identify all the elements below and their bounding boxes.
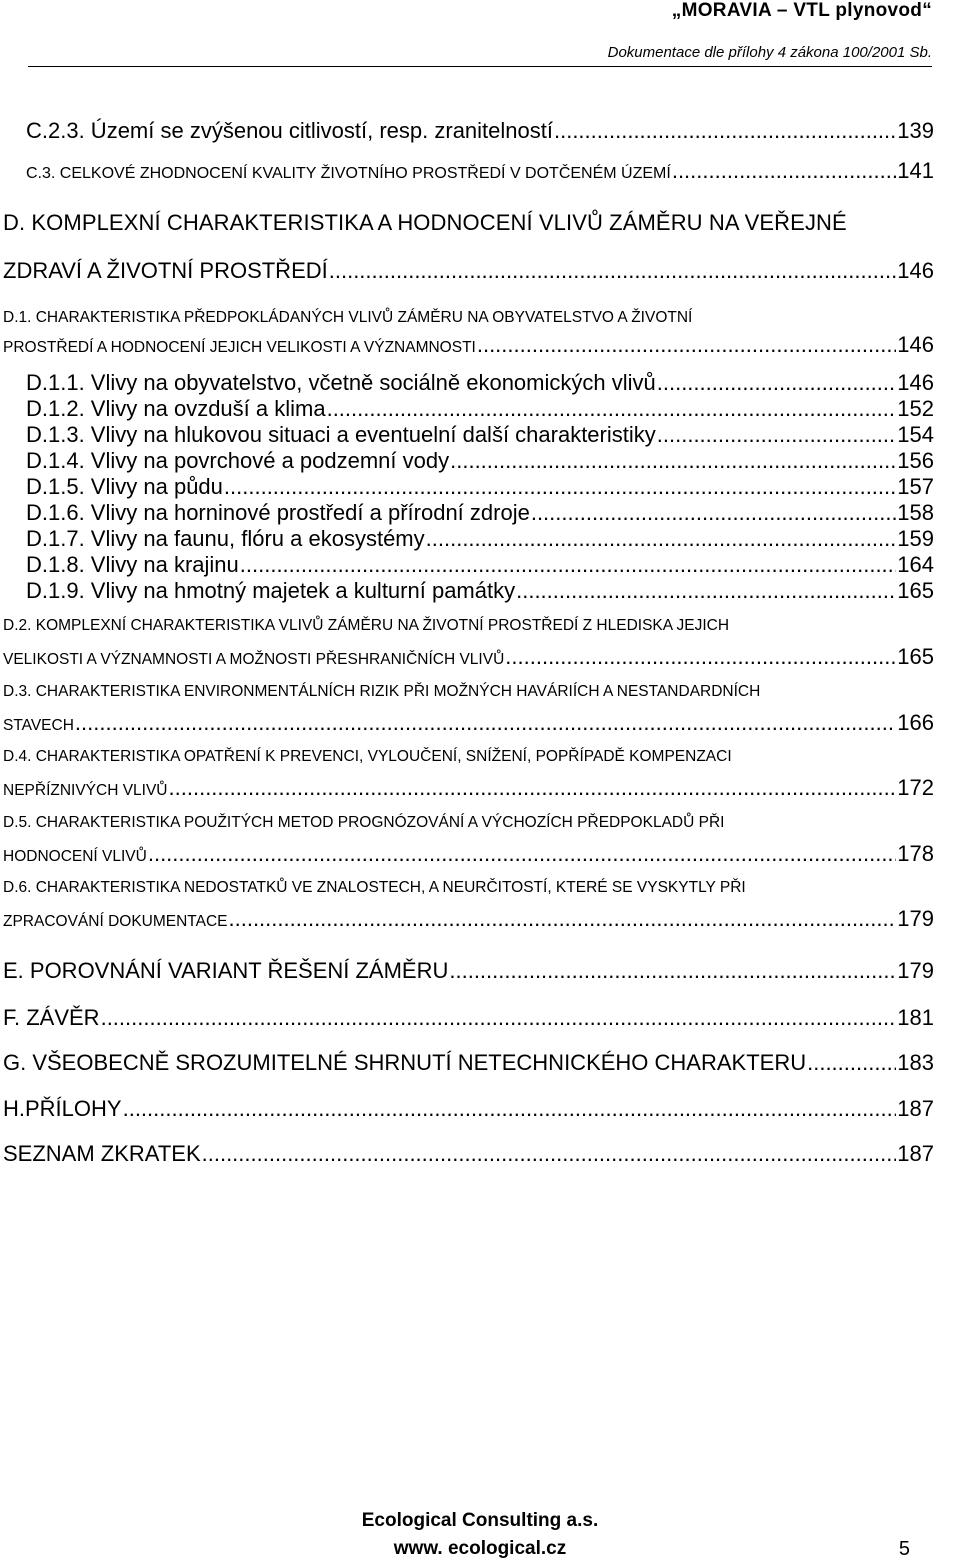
toc-entry-title: D.1.5. Vlivy na půdu	[26, 474, 223, 499]
toc-page-number: 146	[897, 258, 934, 283]
toc-entry-title: H.PŘÍLOHY	[3, 1096, 122, 1121]
toc-entry-title: D.1.8. Vlivy na krajinu	[26, 552, 239, 577]
toc-leader	[148, 841, 896, 867]
toc-leader	[329, 258, 897, 284]
toc-leader	[327, 396, 897, 422]
toc-leader	[657, 422, 897, 448]
toc-page-number: 187	[897, 1096, 934, 1121]
header-divider	[28, 66, 932, 67]
toc-entry-title: D.4. CHARAKTERISTIKA OPATŘENÍ K PREVENCI, VYLOUČENÍ, SNÍŽENÍ, POPŘÍPADĚ KOMPENZACI	[3, 748, 732, 765]
toc-entry[interactable]	[26, 158, 934, 184]
toc-leader	[75, 710, 896, 736]
toc-entry-title: D.1.1. Vlivy na obyvatelstvo, včetně sociálně ekonomických vlivů	[26, 370, 656, 395]
toc-leader	[202, 1141, 897, 1167]
toc-leader	[224, 474, 896, 500]
footer-website[interactable]: www. ecological.cz	[393, 1538, 567, 1559]
document-subtitle: Dokumentace dle přílohy 4 zákona 100/2001 Sb.	[607, 44, 932, 61]
toc-entry[interactable]	[26, 396, 934, 422]
toc-leader	[807, 1050, 896, 1076]
toc-leader	[505, 644, 896, 670]
footer-company: Ecological Consulting a.s.	[361, 1510, 599, 1531]
toc-entry[interactable]	[3, 1050, 934, 1076]
toc-page-number: 178	[897, 841, 934, 866]
toc-page-number: 166	[897, 710, 934, 735]
toc-leader	[449, 958, 896, 984]
toc-page-number: 159	[897, 526, 934, 551]
toc-entry[interactable]	[3, 1096, 934, 1122]
toc-entry-title: D.1. CHARAKTERISTIKA PŘEDPOKLÁDANÝCH VLIVŮ ZÁMĚRU NA OBYVATELSTVO A ŽIVOTNÍ	[3, 309, 693, 326]
toc-entry-title: D.1.6. Vlivy na horninové prostředí a přírodní zdroje	[26, 500, 530, 525]
toc-entry-title: C.2.3. Území se zvýšenou citlivostí, resp. zranitelností	[26, 118, 553, 143]
footer-page-number: 5	[898, 1538, 910, 1560]
document-title: „MORAVIA – VTL plynovod“	[671, 0, 932, 21]
toc-entry[interactable]	[26, 448, 934, 474]
toc-page-number: 157	[897, 474, 934, 499]
toc-entry[interactable]	[3, 1005, 934, 1031]
toc-leader	[657, 370, 897, 396]
toc-entry[interactable]	[3, 958, 934, 984]
toc-entry-title-cont: NEPŘÍZNIVÝCH VLIVŮ	[3, 782, 168, 799]
toc-page-number: 164	[897, 552, 934, 577]
toc-entry-title: E. POROVNÁNÍ VARIANT ŘEŠENÍ ZÁMĚRU	[3, 958, 449, 983]
toc-page-number: 179	[897, 958, 934, 983]
toc-page-number: 146	[897, 370, 934, 395]
toc-page-number: 154	[897, 422, 934, 447]
toc-page-number: 187	[897, 1141, 934, 1166]
toc-entry-title: D. KOMPLEXNÍ CHARAKTERISTIKA A HODNOCENÍ VLIVŮ ZÁMĚRU NA VEŘEJNÉ	[3, 210, 847, 235]
toc-page-number: 181	[897, 1005, 934, 1030]
toc-leader	[477, 332, 896, 358]
toc-entry-title: D.1.3. Vlivy na hlukovou situaci a eventuelní další charakteristiky	[26, 422, 656, 447]
toc-entry-title-cont: STAVECH	[3, 717, 74, 734]
toc-leader	[554, 118, 896, 144]
toc-page-number: 158	[897, 500, 934, 525]
toc-leader	[672, 158, 896, 184]
toc-page-number: 179	[897, 906, 934, 931]
toc-entry-title: D.3. CHARAKTERISTIKA ENVIRONMENTÁLNÍCH RIZIK PŘI MOŽNÝCH HAVÁRIÍCH A NESTANDARDNÍCH	[3, 683, 761, 700]
toc-page-number: 146	[897, 332, 934, 357]
toc-entry-title-cont: HODNOCENÍ VLIVŮ	[3, 848, 147, 865]
toc-leader	[101, 1005, 897, 1031]
toc-leader	[450, 448, 896, 474]
toc-leader	[169, 775, 897, 801]
toc-entry-title-cont: VELIKOSTI A VÝZNAMNOSTI A MOŽNOSTI PŘESHRANIČNÍCH VLIVŮ	[3, 651, 505, 668]
toc-entry[interactable]	[26, 578, 934, 604]
toc-entry-title: G. VŠEOBECNĚ SROZUMITELNÉ SHRNUTÍ NETECHNICKÉHO CHARAKTERU	[3, 1050, 807, 1075]
toc-page-number: 152	[897, 396, 934, 421]
toc-entry-title: D.1.4. Vlivy na povrchové a podzemní vody	[26, 448, 450, 473]
toc-entry-title-cont: ZPRACOVÁNÍ DOKUMENTACE	[3, 913, 228, 930]
toc-entry-title: SEZNAM ZKRATEK	[3, 1141, 201, 1166]
toc-entry-title: D.5. CHARAKTERISTIKA POUŽITÝCH METOD PROGNÓZOVÁNÍ A VÝCHOZÍCH PŘEDPOKLADŮ PŘI	[3, 814, 725, 831]
toc-entry-title: D.1.7. Vlivy na faunu, flóru a ekosystémy	[26, 526, 425, 551]
toc-leader	[123, 1096, 897, 1122]
toc-page-number: 165	[897, 578, 934, 603]
toc-entry[interactable]	[26, 118, 934, 144]
toc-leader	[531, 500, 896, 526]
toc-entry[interactable]	[26, 552, 934, 578]
toc-page-number: 141	[897, 158, 934, 183]
toc-leader	[240, 552, 897, 578]
toc-entry[interactable]	[26, 500, 934, 526]
toc-entry[interactable]	[3, 1141, 934, 1167]
toc-entry[interactable]	[26, 370, 934, 396]
toc-entry-title: D.6. CHARAKTERISTIKA NEDOSTATKŮ VE ZNALOSTECH, A NEURČITOSTÍ, KTERÉ SE VYSKYTLY PŘI	[3, 879, 746, 896]
toc-page-number: 156	[897, 448, 934, 473]
toc-entry[interactable]	[26, 474, 934, 500]
toc-entry[interactable]	[26, 422, 934, 448]
toc-entry-title: C.3. CELKOVÉ ZHODNOCENÍ KVALITY ŽIVOTNÍHO PROSTŘEDÍ V DOTČENÉM ÚZEMÍ	[26, 165, 671, 182]
toc-entry-title-cont: ZDRAVÍ A ŽIVOTNÍ PROSTŘEDÍ	[3, 258, 328, 283]
toc-page-number: 183	[897, 1050, 934, 1075]
toc-page-number: 139	[897, 118, 934, 143]
toc-leader	[516, 578, 896, 604]
toc-leader	[426, 526, 897, 552]
toc-entry-title: D.1.2. Vlivy na ovzduší a klima	[26, 396, 326, 421]
toc-leader	[229, 906, 897, 932]
toc-entry-title: D.2. KOMPLEXNÍ CHARAKTERISTIKA VLIVŮ ZÁMĚRU NA ŽIVOTNÍ PROSTŘEDÍ Z HLEDISKA JEJICH	[3, 617, 730, 634]
toc-entry-title: D.1.9. Vlivy na hmotný majetek a kulturní památky	[26, 578, 516, 603]
toc-entry[interactable]	[26, 526, 934, 552]
toc-entry-title-cont: PROSTŘEDÍ A HODNOCENÍ JEJICH VELIKOSTI A VÝZNAMNOSTI	[3, 339, 476, 356]
toc-page-number: 165	[897, 644, 934, 669]
toc-page-number: 172	[897, 775, 934, 800]
toc-entry-title: F. ZÁVĚR	[3, 1005, 100, 1030]
